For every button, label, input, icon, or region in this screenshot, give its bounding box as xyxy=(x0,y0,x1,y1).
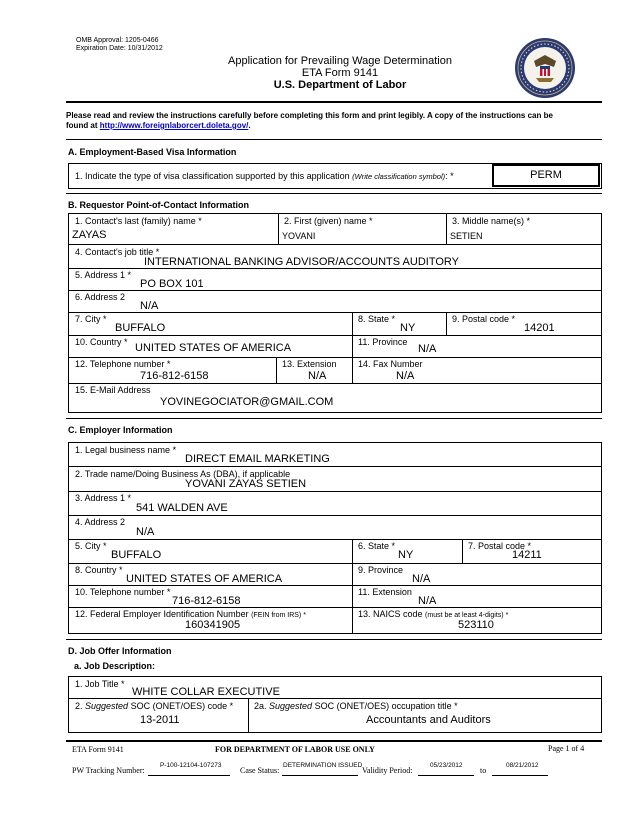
employer-country-field[interactable]: UNITED STATES OF AMERICA xyxy=(126,573,283,585)
validity-from-value: 05/23/2012 xyxy=(430,762,463,769)
employer-extension-label: 11. Extension xyxy=(358,587,412,597)
section-b-title: B. Requestor Point-of-Contact Information xyxy=(68,200,249,210)
section-c-title: C. Employer Information xyxy=(68,425,173,435)
instructions-period: . xyxy=(248,121,251,130)
section-d-title: D. Job Offer Information xyxy=(68,646,172,656)
contact-postal-label: 9. Postal code * xyxy=(452,314,516,324)
instructions-line2 xyxy=(66,121,251,131)
visa-question-text: 1. Indicate the type of visa classification supported by this application xyxy=(75,171,353,181)
section-d-rule xyxy=(66,639,602,640)
section-a-title: A. Employment-Based Visa Information xyxy=(68,147,237,157)
contact-last-name-label: 1. Contact's last (family) name * xyxy=(75,216,202,226)
employer-phone-field[interactable]: 716-812-6158 xyxy=(172,595,241,607)
employer-name-label: 1. Legal business name * xyxy=(75,445,177,455)
footer-page-number: Page 1 of 4 xyxy=(548,744,585,753)
soc-code-label-text: SOC (ONET/OES) code * xyxy=(128,701,234,711)
contact-first-name-field[interactable]: YOVANI xyxy=(282,231,316,241)
job-title-label: 1. Job Title * xyxy=(75,679,125,689)
instructions-line1: Please read and review the instructions carefully before completing this form and print legibly. A copy of the instructions can be xyxy=(66,111,553,120)
validity-to-label: to xyxy=(480,766,487,775)
case-status-label: Case Status: xyxy=(240,766,280,775)
fein-field[interactable]: 160341905 xyxy=(185,619,241,631)
section-c-rule xyxy=(66,418,602,419)
contact-address1-label: 5. Address 1 * xyxy=(75,270,132,280)
employer-dba-label: 2. Trade name/Doing Business As (DBA), if applicable xyxy=(75,469,291,479)
expiration-date: Expiration Date: 10/31/2012 xyxy=(76,45,163,52)
validity-period-label: Validity Period: xyxy=(362,766,413,775)
contact-province-field[interactable]: N/A xyxy=(418,343,437,355)
footer-use-only: FOR DEPARTMENT OF LABOR USE ONLY xyxy=(215,745,375,754)
contact-last-name-field[interactable]: ZAYAS xyxy=(72,229,107,241)
pw-tracking-label: PW Tracking Number: xyxy=(72,766,145,775)
header-divider xyxy=(66,101,602,103)
contact-country-label: 10. Country * xyxy=(75,337,128,347)
naics-label-hint: (must be at least 4-digits) * xyxy=(425,612,509,619)
employer-phone-label: 10. Telephone number * xyxy=(75,587,171,597)
contact-phone-field[interactable]: 716-812-6158 xyxy=(140,370,209,382)
soc-title-label-italic: Suggested xyxy=(269,701,313,711)
employer-address1-label: 3. Address 1 * xyxy=(75,493,132,503)
job-description-subtitle: a. Job Description: xyxy=(74,661,156,671)
contact-email-label: 15. E-Mail Address xyxy=(75,385,151,395)
naics-field[interactable]: 523110 xyxy=(458,619,494,631)
soc-code-label-num: 2. xyxy=(75,701,86,711)
contact-address1-field[interactable]: PO BOX 101 xyxy=(140,278,204,290)
contact-job-title-field[interactable]: INTERNATIONAL BANKING ADVISOR/ACCOUNTS AUDITORY xyxy=(144,256,459,268)
contact-fax-field[interactable]: N/A xyxy=(396,370,415,382)
employer-province-label: 9. Province xyxy=(358,565,404,575)
visa-question-hint: (Write classification symbol) xyxy=(352,172,446,181)
form-title: Application for Prevailing Wage Determination xyxy=(228,55,452,67)
omb-approval: OMB Approval: 1205-0466 xyxy=(76,37,159,44)
employer-state-label: 6. State * xyxy=(358,541,396,551)
soc-title-field[interactable]: Accountants and Auditors xyxy=(366,714,491,726)
employer-province-field[interactable]: N/A xyxy=(412,573,431,585)
employer-address2-label: 4. Address 2 xyxy=(75,517,126,527)
employer-city-field[interactable]: BUFFALO xyxy=(111,549,162,561)
contact-city-field[interactable]: BUFFALO xyxy=(115,322,166,334)
contact-extension-field[interactable]: N/A xyxy=(308,370,327,382)
form-number: ETA Form 9141 xyxy=(301,67,379,79)
visa-classification-value: PERM xyxy=(530,169,562,181)
fein-label-hint: (FEIN from IRS) * xyxy=(251,612,306,619)
employer-address1-field[interactable]: 541 WALDEN AVE xyxy=(136,502,228,514)
soc-title-label-text: SOC (ONET/OES) occupation title * xyxy=(312,701,458,711)
dol-seal xyxy=(514,37,576,99)
department-name: U.S. Department of Labor xyxy=(273,79,407,91)
contact-middle-name-field[interactable]: SETIEN xyxy=(450,231,483,241)
contact-phone-label: 12. Telephone number * xyxy=(75,359,171,369)
contact-city-label: 7. City * xyxy=(75,314,107,324)
soc-title-label-num: 2a. xyxy=(254,701,270,711)
contact-email-field[interactable]: YOVINEGOCIATOR@GMAIL.COM xyxy=(160,396,334,408)
job-title-field[interactable]: WHITE COLLAR EXECUTIVE xyxy=(132,686,280,698)
contact-middle-name-label: 3. Middle name(s) * xyxy=(452,216,531,226)
employer-city-label: 5. City * xyxy=(75,541,107,551)
contact-province-label: 11. Province xyxy=(358,337,408,347)
contact-address2-field[interactable]: N/A xyxy=(140,300,159,312)
validity-to-value: 08/21/2012 xyxy=(506,762,539,769)
instructions-prefix: found at xyxy=(66,121,100,130)
footer-divider xyxy=(66,740,602,742)
pw-tracking-value: P-100-12104-107273 xyxy=(160,762,222,769)
employer-name-field[interactable]: DIRECT EMAIL MARKETING xyxy=(185,453,330,465)
soc-code-field[interactable]: 13-2011 xyxy=(140,714,180,726)
fein-label-text: 12. Federal Employer Identification Number xyxy=(75,609,252,619)
employer-address2-field[interactable]: N/A xyxy=(136,526,155,538)
seal-emblem-icon xyxy=(514,37,576,99)
contact-state-field[interactable]: NY xyxy=(400,322,416,334)
contact-state-label: 8. State * xyxy=(358,314,396,324)
contact-first-name-label: 2. First (given) name * xyxy=(284,216,373,226)
section-b-rule xyxy=(66,193,602,194)
contact-extension-label: 13. Extension xyxy=(282,359,337,369)
contact-postal-field[interactable]: 14201 xyxy=(524,322,555,334)
contact-fax-label: 14. Fax Number xyxy=(358,359,423,369)
soc-title-label xyxy=(254,701,458,711)
visa-question xyxy=(75,171,454,182)
contact-country-field[interactable]: UNITED STATES OF AMERICA xyxy=(135,342,292,354)
footer-form-name: ETA Form 9141 xyxy=(72,745,124,754)
employer-state-field[interactable]: NY xyxy=(398,549,414,561)
instructions-link[interactable]: http://www.foreignlaborcert.doleta.gov/ xyxy=(99,121,249,130)
case-status-value: DETERMINATION ISSUED xyxy=(283,762,363,769)
visa-question-end: : * xyxy=(445,171,454,181)
employer-postal-field[interactable]: 14211 xyxy=(512,549,542,561)
employer-country-label: 8. Country * xyxy=(75,565,123,575)
employer-extension-field[interactable]: N/A xyxy=(418,595,437,607)
contact-address2-label: 6. Address 2 xyxy=(75,292,126,302)
soc-code-label xyxy=(75,701,233,711)
naics-label-text: 13. NAICS code xyxy=(358,609,426,619)
section-a-rule xyxy=(66,139,602,140)
contact-job-title-label: 4. Contact's job title * xyxy=(75,247,160,257)
employer-postal-label: 7. Postal code * xyxy=(468,541,532,551)
employer-dba-field[interactable]: YOVANI ZAYAS SETIEN xyxy=(185,478,307,490)
soc-code-label-italic: Suggested xyxy=(85,701,129,711)
